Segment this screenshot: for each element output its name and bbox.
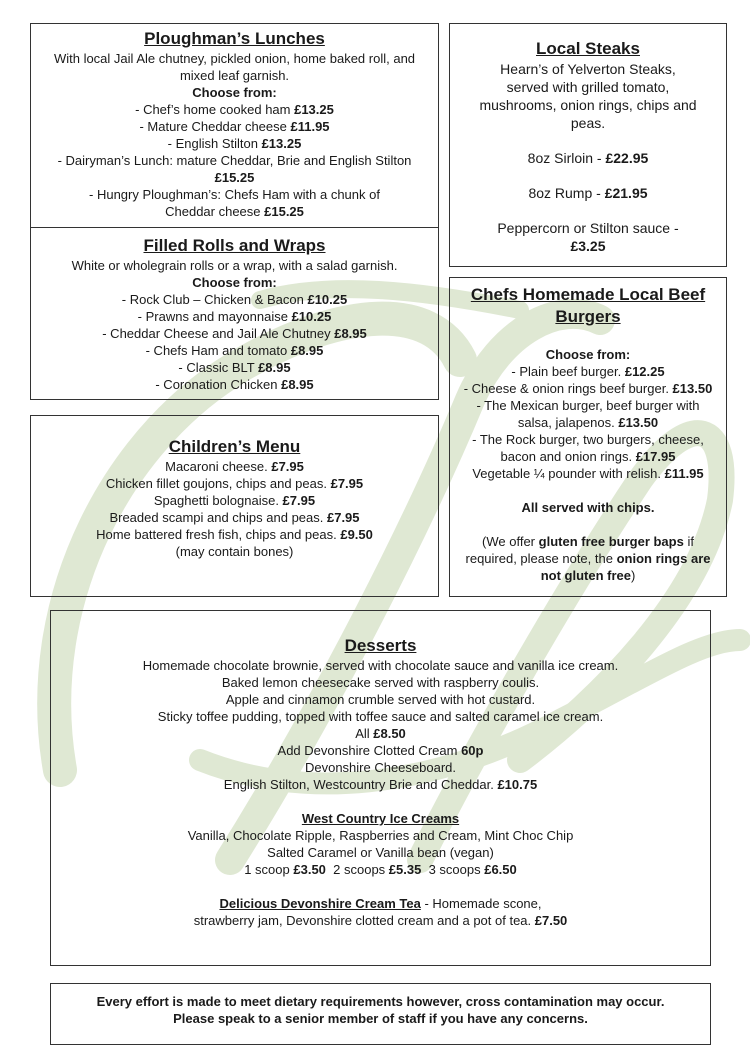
menu-item: salsa, jalapenos. £13.50 xyxy=(517,415,659,430)
menu-item: Spaghetti bolognaise. £7.95 xyxy=(153,493,316,508)
menu-item: - The Mexican burger, beef burger with xyxy=(476,398,700,413)
burgers-section xyxy=(449,277,727,597)
menu-item: Peppercorn or Stilton sauce - xyxy=(497,220,679,236)
dessert-price: All £8.50 xyxy=(355,726,406,741)
menu-item: - The Rock burger, two burgers, cheese, xyxy=(472,432,704,447)
cream-tea: strawberry jam, Devonshire clotted cream and a pot of tea. £7.50 xyxy=(193,913,568,928)
rolls-title: Filled Rolls and Wraps xyxy=(143,236,326,255)
menu-item: Cheddar cheese £15.25 xyxy=(165,204,304,219)
menu-item: - Prawns and mayonnaise £10.25 xyxy=(137,309,332,324)
ploughmans-intro: With local Jail Ale chutney, pickled onion, home baked roll, and xyxy=(53,51,416,66)
steaks-section xyxy=(449,23,727,267)
menu-item: - English Stilton £13.25 xyxy=(167,136,302,151)
dessert-item: Apple and cinnamon crumble served with hot custard. xyxy=(225,692,536,707)
menu-item: 8oz Rump - £21.95 xyxy=(528,185,648,201)
ploughmans-intro: mixed leaf garnish. xyxy=(179,68,290,83)
ice-cream-title: West Country Ice Creams xyxy=(301,811,460,826)
menu-item: Vegetable ¼ pounder with relish. £11.95 xyxy=(472,466,704,481)
steaks-desc: Hearn’s of Yelverton Steaks, xyxy=(500,61,676,77)
ice-cream-prices: 1 scoop £3.50 2 scoops £5.35 3 scoops £6.50 xyxy=(244,862,517,877)
menu-item: - Classic BLT £8.95 xyxy=(178,360,291,375)
ploughmans-section xyxy=(30,23,439,228)
menu-item: Macaroni cheese. £7.95 xyxy=(165,459,304,474)
gluten-free-note: not gluten free) xyxy=(540,568,636,583)
rolls-section xyxy=(30,227,439,400)
choose-from-label: Choose from: xyxy=(545,347,631,362)
menu-item: bacon and onion rings. £17.95 xyxy=(500,449,676,464)
menu-item: - Chefs Ham and tomato £8.95 xyxy=(145,343,324,358)
steaks-title: Local Steaks xyxy=(536,39,640,58)
menu-item: Chicken fillet goujons, chips and peas. £7.95 xyxy=(105,476,364,491)
cheeseboard-item: English Stilton, Westcountry Brie and Cheddar. £10.75 xyxy=(223,777,538,792)
dessert-item: Baked lemon cheesecake served with raspberry coulis. xyxy=(221,675,540,690)
childrens-note: (may contain bones) xyxy=(175,544,294,559)
rolls-intro: White or wholegrain rolls or a wrap, with a salad garnish. xyxy=(71,258,398,273)
dietary-notice-text: Every effort is made to meet dietary requirements however, cross contamination may occur. xyxy=(96,994,665,1009)
menu-item: - Cheddar Cheese and Jail Ale Chutney £8.95 xyxy=(102,326,367,341)
burgers-title: Chefs Homemade Local Beef xyxy=(470,285,706,304)
menu-item: - Hungry Ploughman’s: Chefs Ham with a chunk of xyxy=(89,187,380,202)
steaks-desc: served with grilled tomato, xyxy=(506,79,670,95)
desserts-title: Desserts xyxy=(344,636,417,655)
ice-cream-flavours: Vanilla, Chocolate Ripple, Raspberries and Cream, Mint Choc Chip xyxy=(187,828,574,843)
menu-item: - Dairyman’s Lunch: mature Cheddar, Brie and English Stilton xyxy=(57,153,412,168)
menu-item: - Plain beef burger. £12.25 xyxy=(511,364,665,379)
menu-item: Breaded scampi and chips and peas. £7.95 xyxy=(109,510,360,525)
menu-item: - Coronation Chicken £8.95 xyxy=(155,377,314,392)
menu-item: Home battered fresh fish, chips and peas. £9.50 xyxy=(96,527,373,542)
choose-from-label: Choose from: xyxy=(192,275,277,290)
cream-tea: Delicious Devonshire Cream Tea - Homemade scone, xyxy=(219,896,542,911)
menu-item: - Rock Club – Chicken & Bacon £10.25 xyxy=(121,292,348,307)
steaks-desc: mushrooms, onion rings, chips and xyxy=(479,97,697,113)
menu-item: 8oz Sirloin - £22.95 xyxy=(527,150,649,166)
menu-item-price: £15.25 xyxy=(214,170,255,185)
choose-from-label: Choose from: xyxy=(192,85,277,100)
menu-item: - Cheese & onion rings beef burger. £13.50 xyxy=(463,381,713,396)
dessert-item: Homemade chocolate brownie, served with chocolate sauce and vanilla ice cream. xyxy=(142,658,619,673)
menu-item: - Chef’s home cooked ham £13.25 xyxy=(135,102,334,117)
childrens-section xyxy=(30,415,439,597)
burgers-title: Burgers xyxy=(555,307,621,326)
childrens-title: Children’s Menu xyxy=(168,437,301,456)
ice-cream-flavours: Salted Caramel or Vanilla bean (vegan) xyxy=(267,845,494,860)
ploughmans-title: Ploughman’s Lunches xyxy=(144,29,325,48)
dietary-notice xyxy=(50,983,711,1045)
steaks-desc: peas. xyxy=(570,115,606,131)
dessert-item: Sticky toffee pudding, topped with toffee sauce and salted caramel ice cream. xyxy=(157,709,604,724)
clotted-cream-addon: Add Devonshire Clotted Cream 60p xyxy=(277,743,484,758)
cheeseboard-title: Devonshire Cheeseboard. xyxy=(304,760,457,775)
gluten-free-note: (We offer gluten free burger baps if xyxy=(482,534,694,549)
all-chips-note: All served with chips. xyxy=(521,500,655,515)
dietary-notice-text: Please speak to a senior member of staff if you have any concerns. xyxy=(173,1011,588,1026)
menu-item-price: £3.25 xyxy=(570,238,606,254)
desserts-section xyxy=(50,610,711,966)
gluten-free-note: required, please note, the onion rings are xyxy=(465,551,711,566)
menu-item: - Mature Cheddar cheese £11.95 xyxy=(139,119,330,134)
